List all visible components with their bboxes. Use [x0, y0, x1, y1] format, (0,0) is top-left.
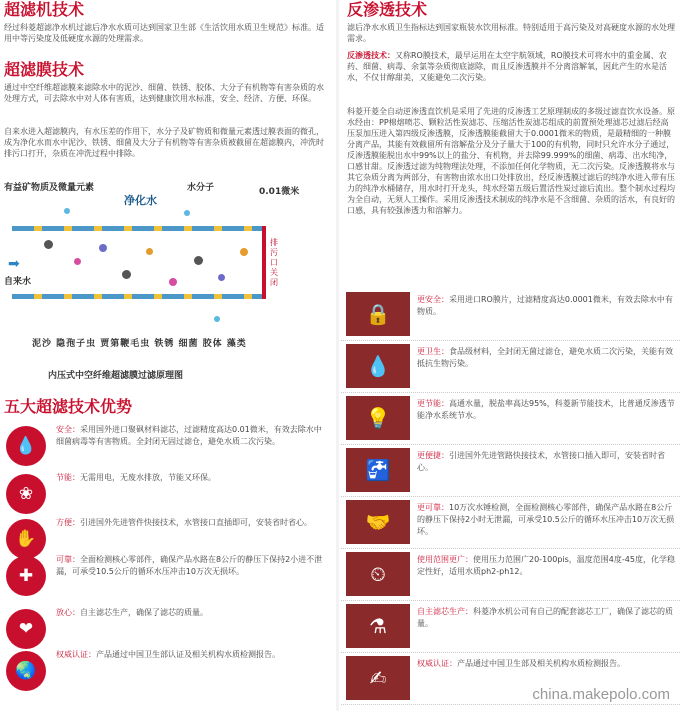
right-feature-label: 自主滤芯生产：	[417, 607, 473, 616]
ultrafilter-machine-title: 超滤机技术	[4, 0, 85, 19]
left-feature-text	[56, 472, 324, 484]
left-feature-text	[56, 517, 324, 529]
left-feature-label: 节能：	[56, 473, 80, 482]
ultrafilter-membrane-title: 超滤膜技术	[4, 60, 85, 79]
particle	[194, 256, 203, 265]
right-feature-label: 更便捷：	[417, 451, 449, 460]
left-feature-text	[56, 607, 324, 619]
right-feature-body: 科菱净水机公司有自己的配套滤芯工厂，确保了滤芯的质量。	[417, 607, 673, 628]
right-feature-row	[341, 340, 680, 393]
membrane-paragraph-2: 自来水进入超滤膜内，有水压差的作用下，水分子及矿物质和微量元素透过膜表面的微孔，成为净化水而水中泥沙、铁锈、细菌及大分子有机物等有害杂质被截留在超滤膜内，冲洗时排污口打开，杂质在冲洗过程中排除。	[4, 127, 324, 158]
right-feature-text	[417, 450, 675, 474]
drop-icon: 💧	[6, 426, 46, 466]
left-feature-label: 安全：	[56, 425, 80, 434]
shield-icon: ✚	[6, 556, 46, 596]
particle	[44, 240, 53, 249]
particle	[169, 278, 177, 286]
membrane-bottom	[12, 294, 262, 299]
right-column	[341, 0, 680, 711]
particle	[146, 248, 153, 255]
left-feature-label: 方便：	[56, 518, 80, 527]
watermark: china.makepolo.com	[532, 686, 670, 703]
right-feature-row	[341, 496, 680, 549]
left-feature-body: 引进国外先进管件快接技术，水管接口直插即可，安装省时省心。	[80, 518, 312, 527]
water-molecule	[184, 210, 190, 216]
bulb-icon: 💡	[346, 396, 410, 440]
left-feature-body: 产品通过中国卫生部认证及相关机构水质检测报告。	[96, 650, 280, 659]
left-feature-text	[56, 554, 324, 578]
right-feature-row	[341, 600, 680, 653]
particle	[99, 244, 107, 252]
left-feature-body: 自主滤芯生产，确保了滤芯的质量。	[80, 608, 208, 617]
left-feature-label: 权威认证：	[56, 650, 96, 659]
left-feature-text	[56, 649, 324, 661]
drain-label: 排污口关闭	[270, 238, 278, 287]
water-molecule	[214, 316, 220, 322]
left-feature-row	[0, 552, 330, 600]
left-feature-row	[0, 647, 330, 695]
lock-icon: 🔒	[346, 292, 410, 336]
micron-label: 0.01微米	[259, 187, 300, 197]
right-feature-label: 更安全：	[417, 295, 449, 304]
left-feature-row	[0, 422, 330, 470]
right-feature-label: 更卫生：	[417, 347, 449, 356]
right-feature-row	[341, 444, 680, 497]
left-feature-row	[0, 605, 330, 653]
stamp-icon: ✍	[346, 656, 410, 700]
water-hands-icon: 💧	[346, 344, 410, 388]
globe-icon: 🌏	[6, 651, 46, 691]
right-feature-label: 更可靠：	[417, 503, 449, 512]
right-feature-body: 使用压力范围广20-100pis，温度范围4度-45度，化学稳定性好，适用水质ph2-ph12。	[417, 555, 675, 576]
hands-icon: 🤝	[346, 500, 410, 544]
water-molecule-label: 水分子	[187, 183, 215, 193]
faucet-icon: 🚰	[346, 448, 410, 492]
ultrafiltration-diagram	[4, 178, 330, 388]
hand-icon: ✋	[6, 519, 46, 559]
right-feature-text	[417, 554, 675, 578]
left-feature-row	[0, 470, 330, 518]
right-feature-row	[341, 392, 680, 445]
impurities-label: 泥沙 隐孢子虫 贾第鞭毛虫 铁锈 细菌 胶体 藻类	[32, 339, 247, 349]
particle	[240, 248, 248, 256]
right-feature-row	[341, 288, 680, 341]
right-feature-body: 10万次水锤检测，全面检测核心零部件，确保产品水路在8公斤的静压下保持2小时无泄漏，可承受10.5公斤的循环水压冲击10万次无损坏。	[417, 503, 675, 536]
ro-intro: 滤后净水水质卫生指标达到国家瓶装水饮用标准。特别适用于高污染及对高硬度水源的水处理需求。	[347, 23, 675, 43]
gauge-icon: ⏲	[346, 552, 410, 596]
diagram-caption: 内压式中空纤维超滤膜过滤原理图	[48, 371, 184, 381]
membrane-paragraph-1: 通过中空纤维超滤膜来滤除水中的泥沙、细菌、铁锈、胶体、大分子有机物等有害杂质的水处理方式，可去除水中对人体有害质，达到健康饮用水标准，安全、经济、方便、环保。	[4, 83, 324, 103]
ro-paragraph-1: 反渗透技术：又称RO膜技术，最早运用在太空宇航领域，RO膜技术可将水中的重金属、农药、细菌、病毒、余氯等杂质彻底滤除，而且反渗透膜并不分离溶解氧，因此产生的水是活水，不仅甘醇甜美，又能避免二次污染。	[347, 51, 667, 82]
right-feature-body: 产品通过中国卫生部及相关机构水质检测报告。	[457, 659, 625, 668]
minerals-label: 有益矿物质及微量元素	[4, 183, 95, 193]
left-feature-label: 可靠：	[56, 555, 80, 564]
heart-icon: ❤	[6, 609, 46, 649]
column-divider	[336, 0, 339, 711]
water-molecule	[64, 208, 70, 214]
left-feature-text	[56, 424, 324, 448]
ro-paragraph-2: 科菱开菱全自动逆渗透直饮机是采用了先进的反渗透工艺原理制成的多级过滤直饮水设备。原水经由：PP棉熔喷芯、颗粒活性炭滤芯、压缩活性炭滤芯组成的前置预处理滤芯过滤后经高压泵加压进入第四级反渗透膜，反渗透膜能截留大于0.0001微米的物质，是最精细的一种膜分离产品，其能有效截留所有溶解盐分及分子量大于100的有机物，同时只允许水分子通过，反渗透膜能脱出水中99%以上的盐分、有机物，并去除99.999%的细菌、病毒、出水纯净，口感甘甜。反渗透过滤为纯物理法处理，不添加任何化学物质，无二次污染。反渗透膜将水与其它杂质分离为两部分，有害物由浓水出口处排放出，经反渗透膜过滤后的纯净水进入带有压力的纯净水桶储存，用水时打开龙头，纯水经第五级后置活性炭过滤后流出。整个制水过程均为全自动，无须人工操作。采用反渗透技术制成的纯净水是不含细菌、杂质的活水，有良好的口感，具有较强渗透力和溶解力。	[347, 107, 675, 215]
tap-water-label: 自来水	[4, 277, 32, 287]
inflow-arrow-icon: ➡	[8, 256, 20, 272]
right-feature-text	[417, 606, 675, 630]
right-feature-label: 更节能：	[417, 399, 449, 408]
right-feature-row	[341, 548, 680, 601]
reverse-osmosis-title: 反渗透技术	[347, 0, 428, 19]
particle	[122, 270, 131, 279]
ultrafilter-intro: 经过科菱超滤净水机过滤后净水水质可达到国家卫生部《生活饮用水质卫生规范》标准。适用中等污染度及低硬度水源的处理需求。	[4, 23, 324, 43]
right-feature-text	[417, 294, 675, 318]
membrane-top	[12, 226, 262, 231]
right-feature-text	[417, 502, 675, 538]
left-feature-body: 无需用电，无废水排放，节能又环保。	[80, 473, 216, 482]
right-feature-label: 权威认证：	[417, 659, 457, 668]
right-feature-label: 使用范围更广：	[417, 555, 473, 564]
clean-water-label: 净化水	[124, 194, 157, 207]
right-feature-text	[417, 346, 675, 370]
particle	[218, 274, 225, 281]
right-feature-body: 采用进口RO膜片，过滤精度高达0.0001微米，有效去除水中有物质。	[417, 295, 673, 316]
drain-bar	[262, 226, 266, 299]
left-feature-body: 采用国外进口聚砜材料滤芯，过滤精度高达0.01微米，有效去除水中细菌病毒等有害物质。全封闭无固过滤仓，避免水质二次污染。	[56, 425, 322, 446]
leaf-icon: ❀	[6, 474, 46, 514]
five-advantages-title: 五大超滤技术优势	[4, 397, 133, 416]
right-feature-body: 食品级材料，全封闭无菌过滤仓，避免水质二次污染，关能有效抵抗生物污染。	[417, 347, 673, 368]
left-feature-body: 全面检测核心零部件，确保产品水路在8公斤的静压下保持2小进不泄漏，可承受10.5公斤的循环水压冲击10万次无损坏。	[56, 555, 323, 576]
left-column	[0, 0, 334, 711]
right-feature-body: 高通水量，脱盐率高达95%，科菱新节能技术，比普通反渗透节能净水系统节水。	[417, 399, 675, 420]
right-feature-text	[417, 658, 675, 670]
particle	[74, 258, 81, 265]
right-feature-text	[417, 398, 675, 422]
right-feature-body: 引进国外先进管路快接技术，水管接口插入即可，安装省时省心。	[417, 451, 665, 472]
ro-subtitle: 反渗透技术：	[347, 51, 395, 60]
left-feature-label: 放心：	[56, 608, 80, 617]
filter-icon: ⚗	[346, 604, 410, 648]
